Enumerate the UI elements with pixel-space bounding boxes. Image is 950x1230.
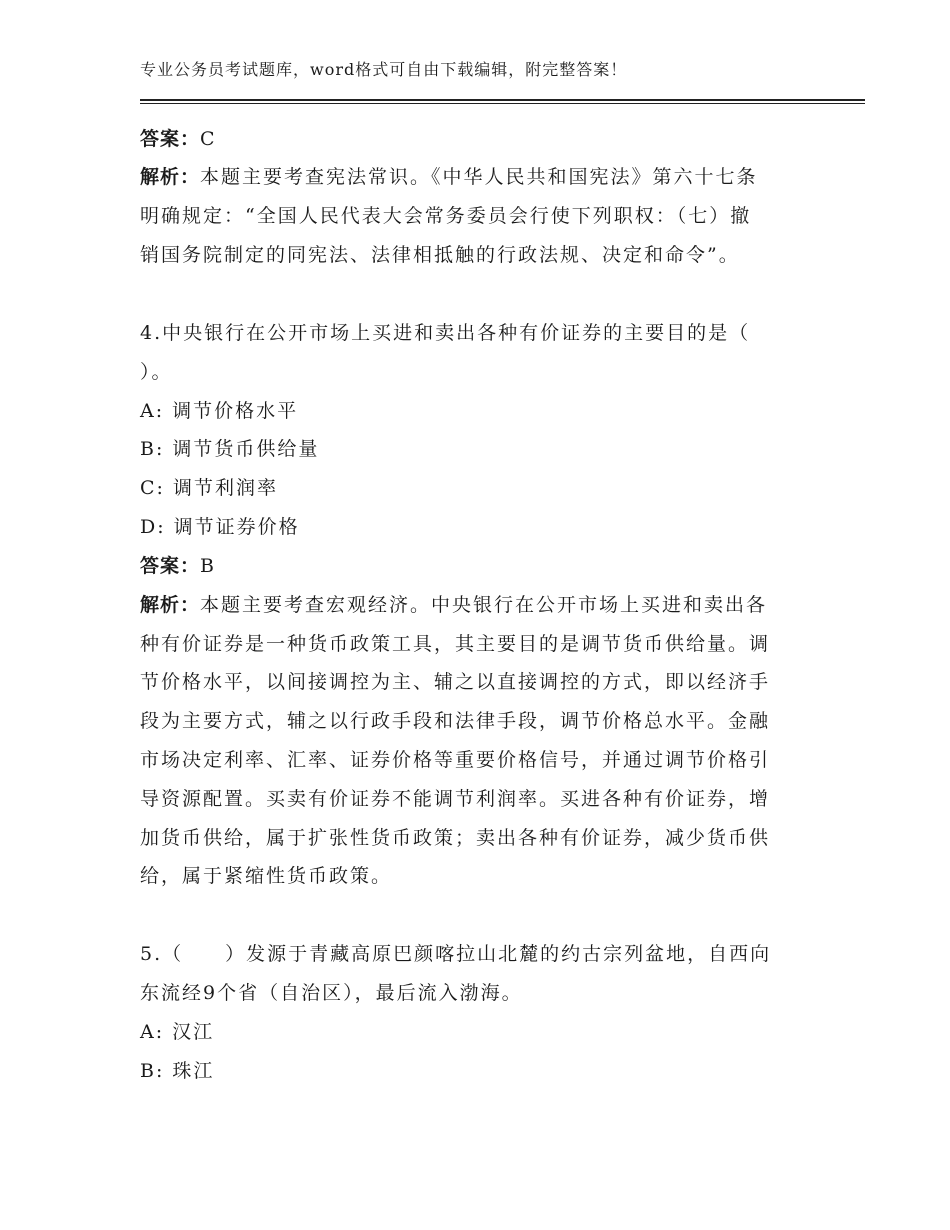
- q3-analysis-line-1: 解析：本题主要考查宪法常识。《中华人民共和国宪法》第六十七条: [140, 166, 758, 188]
- q4-option-b: B: 调节货币供给量: [140, 438, 320, 460]
- q4-analysis-line-1: 解析：本题主要考查宏观经济。中央银行在公开市场上买进和卖出各: [140, 594, 768, 616]
- q4-option-c: C: 调节利润率: [140, 477, 278, 499]
- analysis-label: 解析：: [140, 166, 201, 188]
- q4-option-a: A: 调节价格水平: [140, 400, 299, 422]
- q5-question-line-1: 5.（ ）发源于青藏高原巴颜喀拉山北麓的约古宗列盆地，自西向: [140, 943, 772, 965]
- q5-option-b: B: 珠江: [140, 1060, 215, 1082]
- q4-analysis-line-2: 种有价证券是一种货币政策工具，其主要目的是调节货币供给量。调: [140, 633, 771, 655]
- q4-analysis-line-7: 加货币供给，属于扩张性货币政策；卖出各种有价证券，减少货币供: [140, 827, 771, 849]
- page-header: 专业公务员考试题库，word格式可自由下载编辑，附完整答案！: [140, 60, 628, 79]
- q4-answer: [140, 551, 216, 578]
- q4-option-d: D: 调节证券价格: [140, 516, 300, 538]
- q4-question-line-1: 4.中央银行在公开市场上买进和卖出各种有价证券的主要目的是（: [140, 322, 751, 344]
- answer-label: 答案：: [140, 128, 201, 150]
- q3-analysis-line-2: 明确规定：“全国人民代表大会常务委员会行使下列职权：（七）撤: [140, 205, 752, 227]
- q4-analysis-line-4: 段为主要方式，辅之以行政手段和法律手段，调节价格总水平。金融: [140, 710, 771, 732]
- q4-analysis-line-3: 节价格水平，以间接调控为主、辅之以直接调控的方式，即以经济手: [140, 671, 771, 693]
- q3-analysis-line-3: 销国务院制定的同宪法、法律相抵触的行政法规、决定和命令”。: [140, 244, 740, 266]
- header-rule-thin: [140, 103, 865, 104]
- q3-answer: [140, 124, 217, 151]
- q5-option-a: A: 汉江: [140, 1021, 215, 1043]
- q4-analysis-line-6: 导资源配置。买卖有价证券不能调节利润率。买进各种有价证券，增: [140, 788, 771, 810]
- answer-value: C: [200, 128, 217, 150]
- answer-value: B: [200, 555, 216, 577]
- analysis-label: 解析：: [140, 594, 201, 616]
- header-rule-thick: [140, 99, 865, 101]
- q4-analysis-line-8: 给，属于紧缩性货币政策。: [140, 865, 393, 887]
- q5-question-line-2: 东流经9个省（自治区），最后流入渤海。: [140, 982, 523, 1004]
- q4-analysis-line-5: 市场决定利率、汇率、证券价格等重要价格信号，并通过调节价格引: [140, 749, 771, 771]
- q4-question-line-2: ）。: [140, 361, 173, 383]
- answer-label: 答案：: [140, 555, 201, 577]
